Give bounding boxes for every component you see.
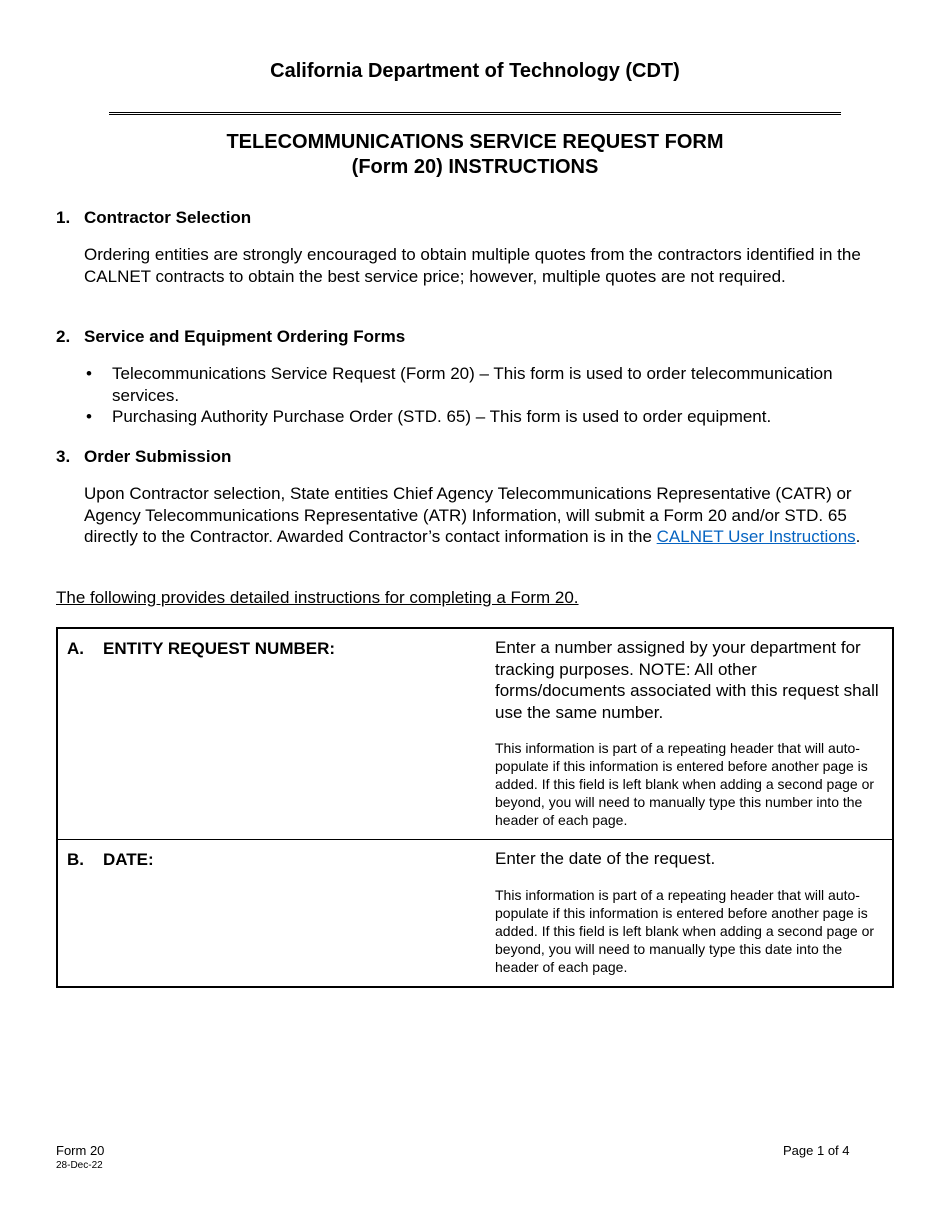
list-item-text: Telecommunications Service Request (Form 20) – This form is used to order telecommunication services. <box>112 364 833 405</box>
ordering-forms-list <box>84 363 899 428</box>
form-title-line-2: (Form 20) INSTRUCTIONS <box>351 156 599 178</box>
field-a-letter: A. <box>67 639 84 658</box>
calnet-user-instructions-link[interactable]: CALNET User Instructions <box>656 527 856 546</box>
field-b-label: DATE: <box>103 850 154 869</box>
field-a-description: Enter a number assigned by your department for tracking purposes. NOTE: All other forms/documents associated with this request shall use the same number. <box>495 638 879 722</box>
bullet-icon: • <box>86 364 92 383</box>
form-title <box>0 130 950 180</box>
field-a-description-cell <box>487 628 893 840</box>
field-b-note: This information is part of a repeating header that will auto-populate if this information is entered before another page is added. If this field is left blank when adding a second page or beyond, you will need to manually type this date into the header of each page. <box>495 886 875 975</box>
section-1-title: Contractor Selection <box>84 208 252 227</box>
footer-form-name: Form 20 <box>56 1143 105 1158</box>
section-2-title: Service and Equipment Ordering Forms <box>84 327 406 346</box>
section-2-heading <box>56 327 405 347</box>
field-a-label: ENTITY REQUEST NUMBER: <box>103 639 336 658</box>
field-instructions-table <box>56 627 894 988</box>
field-b-description: Enter the date of the request. <box>495 849 716 868</box>
section-1-text: Ordering entities are strongly encouraged to obtain multiple quotes from the contractors identified in the CALNET contracts to obtain the best service price; however, multiple quotes are not required. <box>84 245 861 286</box>
form-title-line-1: TELECOMMUNICATIONS SERVICE REQUEST FORM <box>226 131 724 153</box>
field-a-label-cell <box>57 628 487 840</box>
table-row <box>57 628 893 840</box>
list-item <box>84 406 899 428</box>
instructions-intro: The following provides detailed instructions for completing a Form 20. <box>56 588 579 607</box>
field-b-letter: B. <box>67 850 84 869</box>
header-divider <box>109 112 841 115</box>
list-item <box>84 363 899 406</box>
field-b-label-cell <box>57 840 487 987</box>
list-item-text: Purchasing Authority Purchase Order (STD. 65) – This form is used to order equipment. <box>112 407 772 426</box>
bullet-icon: • <box>86 407 92 426</box>
section-3-body: Upon Contractor selection, State entities Chief Agency Telecommunications Representative (CATR) or Agency Telecommunications Representative (ATR) Information, will submit a Form 20 and/or STD. 65 directly to the Contractor. Awarded Contractor’s contact information is in the <box>84 484 852 546</box>
section-3-title: Order Submission <box>84 447 232 466</box>
section-1-number: 1. <box>56 208 71 227</box>
section-1-heading <box>56 208 251 228</box>
field-b-description-cell <box>487 840 893 987</box>
agency-heading: California Department of Technology (CDT) <box>270 60 680 82</box>
table-row <box>57 840 893 987</box>
section-3-text <box>84 483 899 548</box>
section-3-heading <box>56 447 231 467</box>
footer-revision-date: 28-Dec-22 <box>56 1160 103 1171</box>
section-3-period: . <box>855 527 861 546</box>
footer-page-indicator: Page 1 of 4 <box>783 1143 850 1158</box>
section-2-number: 2. <box>56 327 71 346</box>
section-3-number: 3. <box>56 447 71 466</box>
field-a-note: This information is part of a repeating header that will auto-populate if this information is entered before another page is added. If this field is left blank when adding a second page or beyond, you will need to manually type this number into the header of each page. <box>495 740 875 828</box>
